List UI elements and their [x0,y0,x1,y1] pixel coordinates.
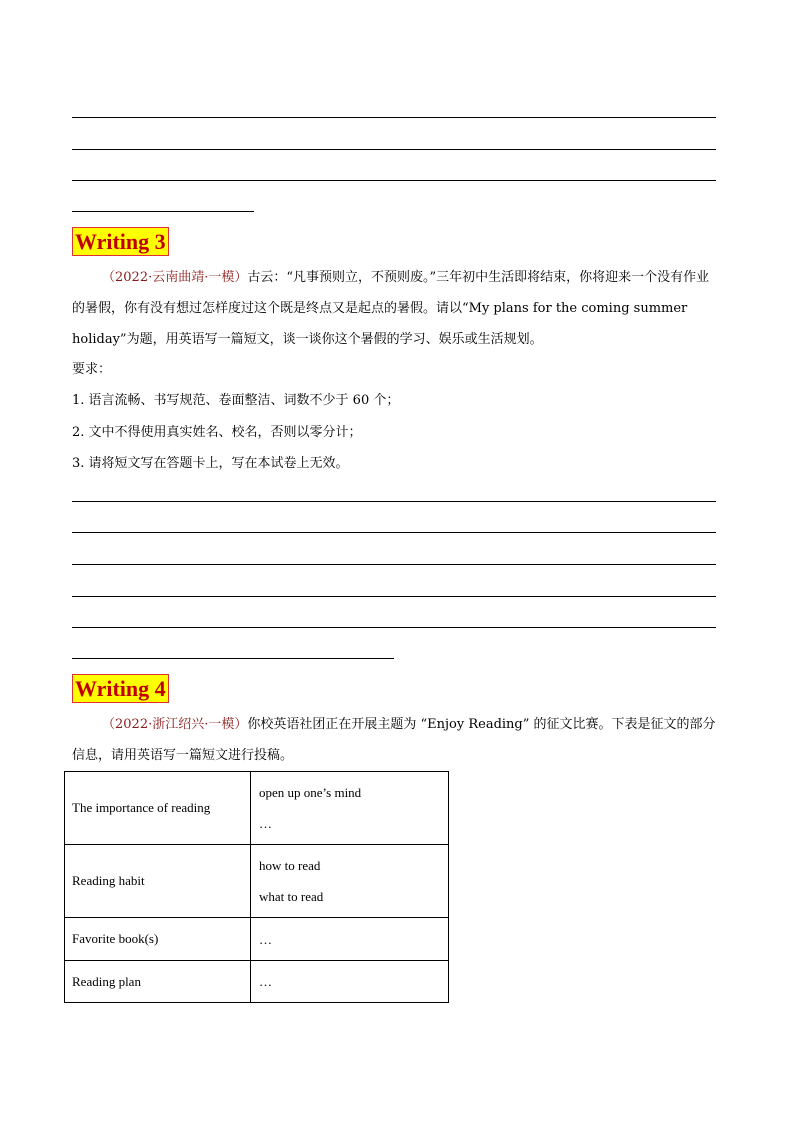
writing-3-prompt-text: 古云：“凡事预则立，不预则废。”三年初中生活即将结束，你将迎来一个没有作业的暑假，你有没有想过怎样度过这个既是终点又是起点的暑假。请以“My plans for the coming summer holiday”为题，用英语写一篇短文，谈一谈你这个暑假的学习、娱乐或生活规划。 [72,270,710,347]
table-value: … [259,931,272,947]
table-key-cell: The importance of reading [65,772,251,845]
writing-4-badge: Writing 4 [72,674,169,703]
table-value: how to read [259,858,321,873]
writing-3-badge: Writing 3 [72,227,169,256]
answer-line [72,501,716,502]
requirement-item: 3. 请将短文写在答题卡上，写在本试卷上无效。 [72,456,349,471]
table-row [65,961,449,1003]
table-value-cell [251,918,449,961]
answer-line [72,149,716,150]
table-row [65,845,449,918]
writing-4-prompt [72,709,722,771]
table-value: what to read [259,889,324,904]
answer-line [72,564,716,565]
table-value-cell [251,772,449,845]
table-value: … [259,816,272,831]
answer-line [72,180,716,181]
answer-line [72,117,716,118]
writing-4-source: （2022·浙江绍兴·一模） [102,717,248,732]
table-key-cell: Favorite book(s) [65,918,251,961]
info-table [64,771,449,1003]
requirements-title: 要求： [72,362,112,377]
writing-4-prompt-text: 你校英语社团正在开展主题为 “Enjoy Reading” 的征文比赛。下表是征文的部分信息，请用英语写一篇短文进行投稿。 [72,717,716,763]
answer-line [72,658,394,659]
writing-3-prompt [72,262,722,355]
writing-3-source: （2022·云南曲靖·一模） [102,270,248,285]
table-value: open up one’s mind [259,785,362,800]
table-value-cell [251,961,449,1003]
table-value: … [259,974,272,989]
table-row [65,918,449,961]
answer-line [72,211,254,212]
table-row [65,772,449,845]
table-key-cell: Reading habit [65,845,251,918]
requirement-item: 2. 文中不得使用真实姓名、校名，否则以零分计； [72,425,362,440]
answer-line [72,627,716,628]
answer-line [72,532,716,533]
requirement-item: 1. 语言流畅、书写规范、卷面整洁、词数不少于 60 个； [72,393,400,408]
table-key-cell: Reading plan [65,961,251,1003]
table-value-cell [251,845,449,918]
answer-line [72,596,716,597]
